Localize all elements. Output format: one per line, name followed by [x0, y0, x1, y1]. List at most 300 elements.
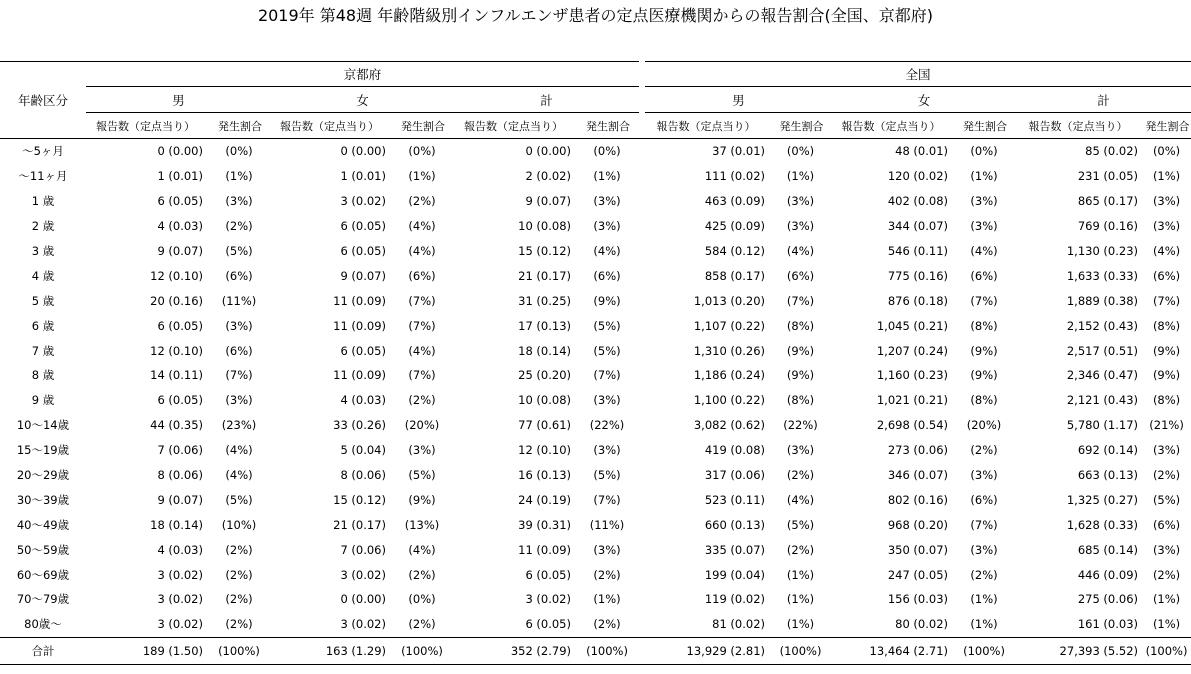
national-report-count-cell: 350 (0.07) [887, 542, 949, 557]
kyoto-report-count-cell: 9 (0.07) [157, 244, 203, 258]
kyoto-report-count-cell: 25 (0.20) [518, 368, 571, 383]
sex-header-national-male: 男 [645, 87, 832, 113]
kyoto-ratio-cell: (100%) [390, 637, 454, 664]
national-report-count-cell: 546 (0.11) [887, 244, 949, 258]
kyoto-ratio-cell: (7%) [408, 293, 436, 308]
kyoto-report-count-cell: 6 (0.05) [525, 617, 571, 632]
age-label: 30〜39歳 [16, 492, 70, 507]
kyoto-ratio-cell: (3%) [593, 443, 621, 458]
kyoto-report-count-cell: 7 (0.06) [157, 443, 203, 458]
sex-header-kyoto-male: 男 [86, 87, 271, 113]
national-report-count-cell: 775 (0.16) [887, 268, 949, 283]
national-report-count-cell: 2,698 (0.54) [876, 418, 949, 433]
kyoto-ratio-cell: (22%) [589, 418, 625, 433]
kyoto-report-count-cell: 1 (0.01) [157, 169, 203, 184]
national-ratio-cell: (0%) [970, 144, 998, 159]
national-report-count-cell: 802 (0.16) [887, 492, 949, 507]
age-label: 〜5ヶ月 [22, 144, 64, 159]
national-report-count-cell: 199 (0.04) [704, 567, 766, 582]
subheader-incidence-ratio: 発生割合 [207, 113, 271, 139]
kyoto-ratio-cell: (4%) [408, 343, 436, 358]
kyoto-report-count-cell: 21 (0.17) [333, 517, 386, 532]
kyoto-report-count-cell: 17 (0.13) [518, 318, 571, 333]
national-report-count-cell: 80 (0.02) [895, 617, 949, 632]
national-report-count-cell: 1,633 (0.33) [1066, 268, 1139, 283]
kyoto-ratio-cell: (2%) [408, 567, 436, 582]
kyoto-ratio-cell: (100%) [575, 637, 639, 664]
kyoto-ratio-cell: (6%) [225, 268, 253, 283]
table-row [0, 612, 1191, 637]
age-label: 9 歳 [31, 393, 55, 408]
subheader-report-count: 報告数（定点当り） [645, 113, 769, 139]
national-ratio-cell: (2%) [786, 468, 815, 483]
national-ratio-cell: (8%) [1152, 318, 1181, 333]
age-label: 6 歳 [31, 318, 55, 333]
kyoto-ratio-cell: (11%) [221, 293, 257, 308]
age-label: 20〜29歳 [16, 468, 70, 483]
kyoto-ratio-cell: (2%) [225, 567, 253, 582]
national-ratio-cell: (1%) [1152, 592, 1181, 607]
kyoto-report-count-cell: 4 (0.03) [340, 393, 386, 408]
national-ratio-cell: (100%) [769, 637, 832, 664]
kyoto-report-count-cell: 3 (0.02) [340, 194, 386, 209]
table-row [0, 288, 1191, 313]
kyoto-report-count-cell: 3 (0.02) [340, 617, 386, 632]
kyoto-ratio-cell: (9%) [408, 492, 436, 507]
kyoto-ratio-cell: (2%) [225, 617, 253, 632]
kyoto-report-count-cell: 9 (0.07) [340, 268, 386, 283]
national-ratio-cell: (7%) [786, 293, 815, 308]
kyoto-ratio-cell: (3%) [593, 194, 621, 209]
kyoto-report-count-cell: 11 (0.09) [333, 368, 386, 383]
national-ratio-cell: (3%) [1152, 219, 1181, 234]
kyoto-report-count-cell: 77 (0.61) [518, 418, 571, 433]
national-report-count-cell: 317 (0.06) [704, 468, 766, 483]
kyoto-ratio-cell: (4%) [593, 244, 621, 258]
sex-header-national-total: 計 [1016, 87, 1191, 113]
kyoto-ratio-cell: (4%) [408, 244, 436, 258]
kyoto-report-count-cell: 11 (0.09) [518, 542, 571, 557]
subheader-report-count: 報告数（定点当り） [832, 113, 952, 139]
kyoto-report-count-cell: 0 (0.00) [340, 592, 386, 607]
kyoto-ratio-cell: (7%) [225, 368, 253, 383]
national-ratio-cell: (4%) [786, 492, 815, 507]
national-report-count-cell: 1,628 (0.33) [1066, 517, 1139, 532]
kyoto-report-count-cell: 189 (1.50) [86, 637, 207, 664]
age-label: 60〜69歳 [16, 567, 70, 582]
national-ratio-cell: (3%) [1152, 443, 1181, 458]
national-report-count-cell: 876 (0.18) [887, 293, 949, 308]
table-row [0, 388, 1191, 413]
kyoto-ratio-cell: (2%) [225, 219, 253, 234]
national-report-count-cell: 156 (0.03) [887, 592, 949, 607]
kyoto-ratio-cell: (7%) [408, 318, 436, 333]
national-report-count-cell: 3,082 (0.62) [693, 418, 766, 433]
national-report-count-cell: 335 (0.07) [704, 542, 766, 557]
national-ratio-cell: (3%) [970, 542, 998, 557]
national-ratio-cell: (4%) [786, 244, 815, 258]
national-ratio-cell: (1%) [970, 617, 998, 632]
kyoto-report-count-cell: 33 (0.26) [333, 418, 386, 433]
national-report-count-cell: 1,107 (0.22) [693, 318, 766, 333]
table-row [0, 189, 1191, 214]
national-ratio-cell: (3%) [786, 194, 815, 209]
sex-header-kyoto-female: 女 [271, 87, 454, 113]
kyoto-report-count-cell: 6 (0.05) [340, 219, 386, 234]
kyoto-ratio-cell: (1%) [225, 169, 253, 184]
national-report-count-cell: 1,130 (0.23) [1066, 244, 1139, 258]
national-report-count-cell: 425 (0.09) [704, 219, 766, 234]
kyoto-report-count-cell: 12 (0.10) [150, 268, 203, 283]
kyoto-report-count-cell: 9 (0.07) [157, 492, 203, 507]
national-ratio-cell: (9%) [786, 368, 815, 383]
table-row [0, 537, 1191, 562]
national-report-count-cell: 685 (0.14) [1077, 542, 1139, 557]
kyoto-report-count-cell: 6 (0.05) [157, 393, 203, 408]
age-label: 50〜59歳 [16, 542, 70, 557]
national-report-count-cell: 13,929 (2.81) [645, 637, 769, 664]
table-row [0, 214, 1191, 239]
national-report-count-cell: 402 (0.08) [887, 194, 949, 209]
national-report-count-cell: 660 (0.13) [704, 517, 766, 532]
national-ratio-cell: (7%) [970, 293, 998, 308]
subheader-incidence-ratio: 発生割合 [575, 113, 639, 139]
kyoto-report-count-cell: 5 (0.04) [340, 443, 386, 458]
influenza-report-table [0, 61, 1191, 665]
national-ratio-cell: (7%) [970, 517, 998, 532]
subheader-incidence-ratio: 発生割合 [1142, 113, 1191, 139]
table-row [0, 413, 1191, 438]
age-label: 40〜49歳 [16, 517, 70, 532]
kyoto-report-count-cell: 3 (0.02) [157, 567, 203, 582]
national-ratio-cell: (5%) [786, 517, 815, 532]
national-ratio-cell: (8%) [786, 393, 815, 408]
national-ratio-cell: (0%) [786, 144, 815, 159]
age-label: 2 歳 [31, 219, 55, 234]
age-class-header-spacer [0, 62, 86, 87]
national-report-count-cell: 13,464 (2.71) [832, 637, 952, 664]
national-report-count-cell: 1,207 (0.24) [876, 343, 949, 358]
kyoto-report-count-cell: 7 (0.06) [340, 542, 386, 557]
national-report-count-cell: 446 (0.09) [1077, 567, 1139, 582]
age-label: 7 歳 [31, 343, 55, 358]
kyoto-report-count-cell: 44 (0.35) [150, 418, 203, 433]
kyoto-report-count-cell: 3 (0.02) [525, 592, 571, 607]
table-row [0, 587, 1191, 612]
national-report-count-cell: 865 (0.17) [1077, 194, 1139, 209]
national-report-count-cell: 161 (0.03) [1077, 617, 1139, 632]
national-report-count-cell: 2,517 (0.51) [1066, 343, 1139, 358]
kyoto-report-count-cell: 4 (0.03) [157, 219, 203, 234]
national-ratio-cell: (5%) [1152, 492, 1181, 507]
table-header [0, 62, 1191, 139]
kyoto-ratio-cell: (5%) [593, 343, 621, 358]
subheader-report-count: 報告数（定点当り） [271, 113, 390, 139]
kyoto-report-count-cell: 8 (0.06) [157, 468, 203, 483]
kyoto-ratio-cell: (5%) [593, 468, 621, 483]
national-ratio-cell: (9%) [786, 343, 815, 358]
age-label: 10〜14歳 [16, 418, 70, 433]
kyoto-ratio-cell: (2%) [408, 194, 436, 209]
national-report-count-cell: 85 (0.02) [1085, 144, 1139, 159]
national-ratio-cell: (9%) [1152, 343, 1181, 358]
national-report-count-cell: 1,100 (0.22) [693, 393, 766, 408]
national-ratio-cell: (1%) [1152, 617, 1181, 632]
national-report-count-cell: 2,121 (0.43) [1066, 393, 1139, 408]
table-row [0, 487, 1191, 512]
national-report-count-cell: 120 (0.02) [887, 169, 949, 184]
kyoto-ratio-cell: (1%) [408, 169, 436, 184]
total-row [0, 637, 1191, 664]
national-ratio-cell: (22%) [783, 418, 818, 433]
kyoto-ratio-cell: (6%) [593, 268, 621, 283]
kyoto-report-count-cell: 6 (0.05) [157, 194, 203, 209]
national-ratio-cell: (1%) [786, 592, 815, 607]
kyoto-report-count-cell: 15 (0.12) [333, 492, 386, 507]
kyoto-report-count-cell: 18 (0.14) [150, 517, 203, 532]
table-row [0, 363, 1191, 388]
national-report-count-cell: 523 (0.11) [704, 492, 766, 507]
kyoto-report-count-cell: 3 (0.02) [340, 567, 386, 582]
national-ratio-cell: (1%) [786, 617, 815, 632]
national-ratio-cell: (3%) [786, 219, 815, 234]
kyoto-ratio-cell: (0%) [593, 144, 621, 159]
kyoto-ratio-cell: (5%) [408, 468, 436, 483]
kyoto-report-count-cell: 6 (0.05) [340, 244, 386, 258]
national-ratio-cell: (9%) [1152, 368, 1181, 383]
national-report-count-cell: 2,152 (0.43) [1066, 318, 1139, 333]
national-ratio-cell: (1%) [786, 567, 815, 582]
national-report-count-cell: 247 (0.05) [887, 567, 949, 582]
national-report-count-cell: 663 (0.13) [1077, 468, 1139, 483]
kyoto-report-count-cell: 0 (0.00) [340, 144, 386, 159]
kyoto-ratio-cell: (4%) [225, 468, 253, 483]
national-report-count-cell: 1,045 (0.21) [876, 318, 949, 333]
kyoto-report-count-cell: 8 (0.06) [340, 468, 386, 483]
kyoto-report-count-cell: 14 (0.11) [150, 368, 203, 383]
kyoto-ratio-cell: (23%) [221, 418, 257, 433]
kyoto-ratio-cell: (1%) [593, 592, 621, 607]
subheader-report-count: 報告数（定点当り） [454, 113, 575, 139]
kyoto-report-count-cell: 2 (0.02) [525, 169, 571, 184]
national-report-count-cell: 419 (0.08) [704, 443, 766, 458]
kyoto-ratio-cell: (6%) [408, 268, 436, 283]
age-label: 70〜79歳 [16, 592, 70, 607]
kyoto-report-count-cell: 12 (0.10) [518, 443, 571, 458]
total-label: 合計 [0, 637, 86, 664]
age-label: 3 歳 [31, 244, 55, 258]
kyoto-ratio-cell: (10%) [221, 517, 257, 532]
kyoto-ratio-cell: (7%) [408, 368, 436, 383]
national-report-count-cell: 346 (0.07) [887, 468, 949, 483]
kyoto-ratio-cell: (2%) [408, 617, 436, 632]
kyoto-report-count-cell: 11 (0.09) [333, 318, 386, 333]
kyoto-ratio-cell: (2%) [225, 592, 253, 607]
kyoto-ratio-cell: (0%) [225, 144, 253, 159]
national-ratio-cell: (9%) [970, 368, 998, 383]
kyoto-report-count-cell: 3 (0.02) [157, 592, 203, 607]
kyoto-ratio-cell: (6%) [225, 343, 253, 358]
age-label: 5 歳 [31, 293, 55, 308]
national-ratio-cell: (3%) [970, 194, 998, 209]
kyoto-report-count-cell: 15 (0.12) [518, 244, 571, 258]
age-class-header-bottom [0, 113, 86, 139]
kyoto-report-count-cell: 352 (2.79) [454, 637, 575, 664]
kyoto-report-count-cell: 21 (0.17) [518, 268, 571, 283]
kyoto-ratio-cell: (1%) [593, 169, 621, 184]
national-ratio-cell: (1%) [970, 592, 998, 607]
national-ratio-cell: (6%) [786, 268, 815, 283]
table-row [0, 463, 1191, 488]
kyoto-ratio-cell: (11%) [589, 517, 625, 532]
kyoto-ratio-cell: (3%) [408, 443, 436, 458]
national-report-count-cell: 119 (0.02) [704, 592, 766, 607]
kyoto-ratio-cell: (4%) [408, 219, 436, 234]
national-ratio-cell: (1%) [1152, 169, 1181, 184]
age-label: 〜11ヶ月 [18, 169, 68, 184]
region-header-national: 全国 [645, 62, 1191, 87]
national-report-count-cell: 692 (0.14) [1077, 443, 1139, 458]
kyoto-report-count-cell: 12 (0.10) [150, 343, 203, 358]
national-report-count-cell: 968 (0.20) [887, 517, 949, 532]
kyoto-report-count-cell: 31 (0.25) [518, 293, 571, 308]
table-row [0, 139, 1191, 164]
kyoto-ratio-cell: (5%) [225, 244, 253, 258]
national-report-count-cell: 584 (0.12) [704, 244, 766, 258]
kyoto-report-count-cell: 1 (0.01) [340, 169, 386, 184]
kyoto-report-count-cell: 4 (0.03) [157, 542, 203, 557]
national-ratio-cell: (8%) [970, 318, 998, 333]
kyoto-ratio-cell: (3%) [593, 393, 621, 408]
subheader-incidence-ratio: 発生割合 [952, 113, 1016, 139]
national-report-count-cell: 2,346 (0.47) [1066, 368, 1139, 383]
national-ratio-cell: (6%) [1152, 268, 1181, 283]
national-ratio-cell: (2%) [1152, 567, 1181, 582]
national-ratio-cell: (3%) [786, 443, 815, 458]
national-ratio-cell: (6%) [970, 492, 998, 507]
kyoto-report-count-cell: 3 (0.02) [157, 617, 203, 632]
kyoto-report-count-cell: 18 (0.14) [518, 343, 571, 358]
kyoto-report-count-cell: 16 (0.13) [518, 468, 571, 483]
national-ratio-cell: (3%) [970, 219, 998, 234]
age-label: 80歳〜 [24, 617, 62, 632]
national-ratio-cell: (2%) [970, 443, 998, 458]
kyoto-report-count-cell: 24 (0.19) [518, 492, 571, 507]
national-ratio-cell: (3%) [970, 468, 998, 483]
national-report-count-cell: 37 (0.01) [712, 144, 766, 159]
kyoto-ratio-cell: (3%) [225, 318, 253, 333]
national-report-count-cell: 1,325 (0.27) [1066, 492, 1139, 507]
subheader-report-count: 報告数（定点当り） [86, 113, 207, 139]
national-report-count-cell: 1,013 (0.20) [693, 293, 766, 308]
region-header-kyoto: 京都府 [86, 62, 639, 87]
age-label: 15〜19歳 [16, 443, 70, 458]
national-report-count-cell: 769 (0.16) [1077, 219, 1139, 234]
kyoto-ratio-cell: (20%) [404, 418, 440, 433]
age-label: 8 歳 [31, 368, 55, 383]
table-row [0, 562, 1191, 587]
kyoto-ratio-cell: (4%) [408, 542, 436, 557]
sex-header-national-female: 女 [832, 87, 1016, 113]
age-label: 1 歳 [31, 194, 55, 209]
kyoto-ratio-cell: (2%) [408, 393, 436, 408]
national-report-count-cell: 1,889 (0.38) [1066, 293, 1139, 308]
national-ratio-cell: (1%) [970, 169, 998, 184]
kyoto-ratio-cell: (100%) [207, 637, 271, 664]
national-ratio-cell: (100%) [1142, 637, 1191, 664]
table-row [0, 512, 1191, 537]
national-report-count-cell: 275 (0.06) [1077, 592, 1139, 607]
national-report-count-cell: 344 (0.07) [887, 219, 949, 234]
kyoto-ratio-cell: (2%) [593, 617, 621, 632]
kyoto-ratio-cell: (5%) [225, 492, 253, 507]
kyoto-report-count-cell: 0 (0.00) [157, 144, 203, 159]
national-ratio-cell: (1%) [786, 169, 815, 184]
kyoto-report-count-cell: 0 (0.00) [525, 144, 571, 159]
national-ratio-cell: (100%) [952, 637, 1016, 664]
age-class-header: 年齢区分 [17, 92, 68, 108]
national-ratio-cell: (3%) [1152, 194, 1181, 209]
kyoto-report-count-cell: 6 (0.05) [340, 343, 386, 358]
sex-header-kyoto-total: 計 [454, 87, 639, 113]
kyoto-ratio-cell: (3%) [593, 219, 621, 234]
national-ratio-cell: (4%) [970, 244, 998, 258]
national-report-count-cell: 273 (0.06) [887, 443, 949, 458]
kyoto-report-count-cell: 10 (0.08) [518, 393, 571, 408]
national-report-count-cell: 463 (0.09) [704, 194, 766, 209]
page-title: 2019年 第48週 年齢階級別インフルエンザ患者の定点医療機関からの報告割合(全国、京都府) [257, 6, 934, 25]
national-report-count-cell: 1,310 (0.26) [693, 343, 766, 358]
national-ratio-cell: (8%) [786, 318, 815, 333]
kyoto-ratio-cell: (0%) [408, 144, 436, 159]
kyoto-report-count-cell: 11 (0.09) [333, 293, 386, 308]
kyoto-report-count-cell: 9 (0.07) [525, 194, 571, 209]
subheader-incidence-ratio: 発生割合 [390, 113, 454, 139]
kyoto-report-count-cell: 6 (0.05) [157, 318, 203, 333]
national-ratio-cell: (8%) [970, 393, 998, 408]
subheader-incidence-ratio: 発生割合 [769, 113, 832, 139]
subheader-report-count: 報告数（定点当り） [1016, 113, 1142, 139]
table-row [0, 239, 1191, 264]
table-row [0, 313, 1191, 338]
national-report-count-cell: 48 (0.01) [895, 144, 949, 159]
national-report-count-cell: 27,393 (5.52) [1016, 637, 1142, 664]
kyoto-ratio-cell: (5%) [593, 318, 621, 333]
national-ratio-cell: (2%) [786, 542, 815, 557]
national-report-count-cell: 1,160 (0.23) [876, 368, 949, 383]
kyoto-ratio-cell: (7%) [593, 492, 621, 507]
kyoto-ratio-cell: (3%) [593, 542, 621, 557]
national-ratio-cell: (20%) [966, 418, 1002, 433]
national-ratio-cell: (21%) [1149, 418, 1184, 433]
table-row [0, 164, 1191, 189]
table-row [0, 263, 1191, 288]
age-label: 4 歳 [31, 268, 55, 283]
kyoto-ratio-cell: (2%) [225, 542, 253, 557]
national-ratio-cell: (2%) [1152, 468, 1181, 483]
national-ratio-cell: (4%) [1152, 244, 1181, 258]
national-ratio-cell: (8%) [1152, 393, 1181, 408]
kyoto-ratio-cell: (3%) [225, 393, 253, 408]
kyoto-report-count-cell: 39 (0.31) [518, 517, 571, 532]
kyoto-report-count-cell: 10 (0.08) [518, 219, 571, 234]
national-ratio-cell: (3%) [1152, 542, 1181, 557]
kyoto-ratio-cell: (9%) [593, 293, 621, 308]
national-report-count-cell: 1,021 (0.21) [876, 393, 949, 408]
national-ratio-cell: (2%) [970, 567, 998, 582]
national-report-count-cell: 5,780 (1.17) [1066, 418, 1139, 433]
table-body [0, 139, 1191, 665]
